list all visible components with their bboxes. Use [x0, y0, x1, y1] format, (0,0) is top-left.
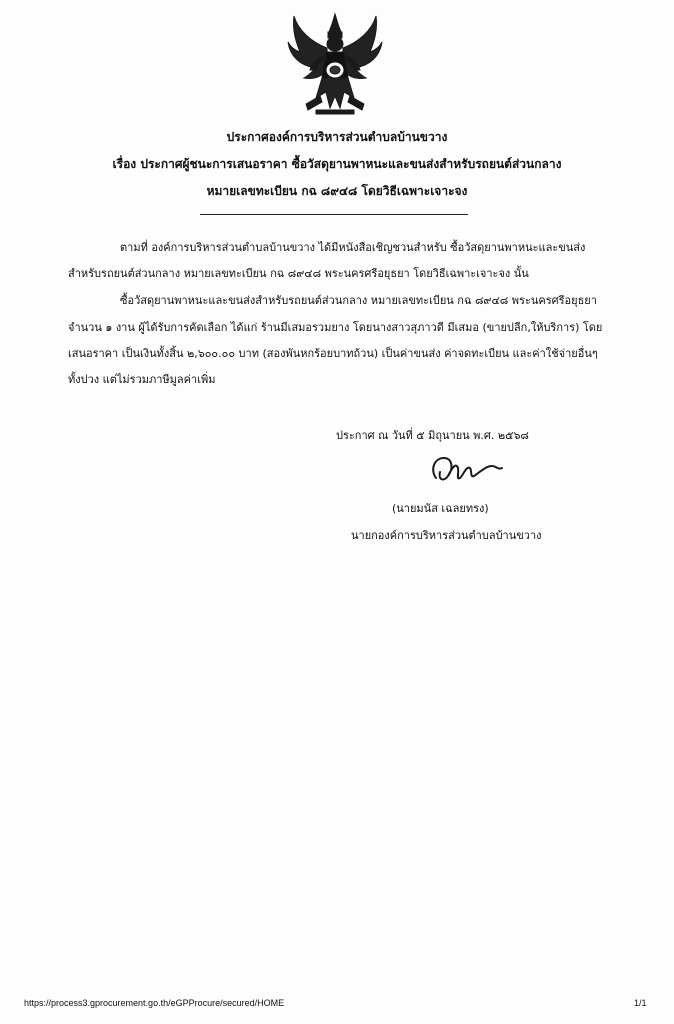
handwritten-signature: [426, 448, 506, 490]
paragraph1-line1: ตามที่ องค์การบริหารส่วนตำบลบ้านขวาง ได้มีหนังสือเชิญชวนสำหรับ ซื้อวัสดุยานพาหนะและขนส่ง: [120, 241, 586, 254]
announcement-heading: ประกาศองค์การบริหารส่วนตำบลบ้านขวาง: [226, 130, 448, 144]
paragraph2-line2: จำนวน ๑ งาน ผู้ได้รับการคัดเลือก ได้แก่ ร้านมีเสมอรวมยาง โดยนางสาวสุภาวดี มีเสมอ (ขายปลีก,ให้บริการ) โดย: [68, 321, 603, 334]
announcement-date: ประกาศ ณ วันที่ ๕ มิถุนายน พ.ศ. ๒๕๖๘: [336, 429, 529, 442]
announcement-subject: เรื่อง ประกาศผู้ชนะการเสนอราคา ซื้อวัสดุยานพาหนะและขนส่งสำหรับรถยนต์ส่วนกลาง: [112, 157, 562, 171]
paragraph2-line1: ซื้อวัสดุยานพาหนะและขนส่งสำหรับรถยนต์ส่วนกลาง หมายเลขทะเบียน กฉ ๘๙๔๘ พระนครศรีอยุธยา: [120, 294, 597, 307]
paragraph1-line2: สำหรับรถยนต์ส่วนกลาง หมายเลขทะเบียน กฉ ๘๙๔๘ พระนครศรีอยุธยา โดยวิธีเฉพาะเจาะจง นั้น: [68, 267, 529, 280]
heading-divider: [200, 214, 468, 215]
announcement-subject-continued: หมายเลขทะเบียน กฉ ๘๙๔๘ โดยวิธีเฉพาะเจาะจง: [206, 184, 468, 198]
signer-position: นายกองค์การบริหารส่วนตำบลบ้านขวาง: [351, 529, 542, 542]
footer-url[interactable]: https://process3.gprocurement.go.th/eGPProcure/secured/HOME: [24, 998, 285, 1008]
signer-name: (นายมนัส เฉลยทรง): [392, 502, 489, 515]
paragraph2-line3: เสนอราคา เป็นเงินทั้งสิ้น ๒,๖๐๐.๐๐ บาท (สองพันหกร้อยบาทถ้วน) เป็นค่าขนส่ง ค่าจดทะเบียน และค่าใช้จ่ายอื่นๆ: [68, 347, 598, 360]
paragraph2-line4: ทั้งปวง แต่ไม่รวมภาษีมูลค่าเพิ่ม: [68, 373, 216, 386]
garuda-emblem-icon: [286, 12, 384, 116]
page-number: 1/1: [634, 998, 647, 1008]
